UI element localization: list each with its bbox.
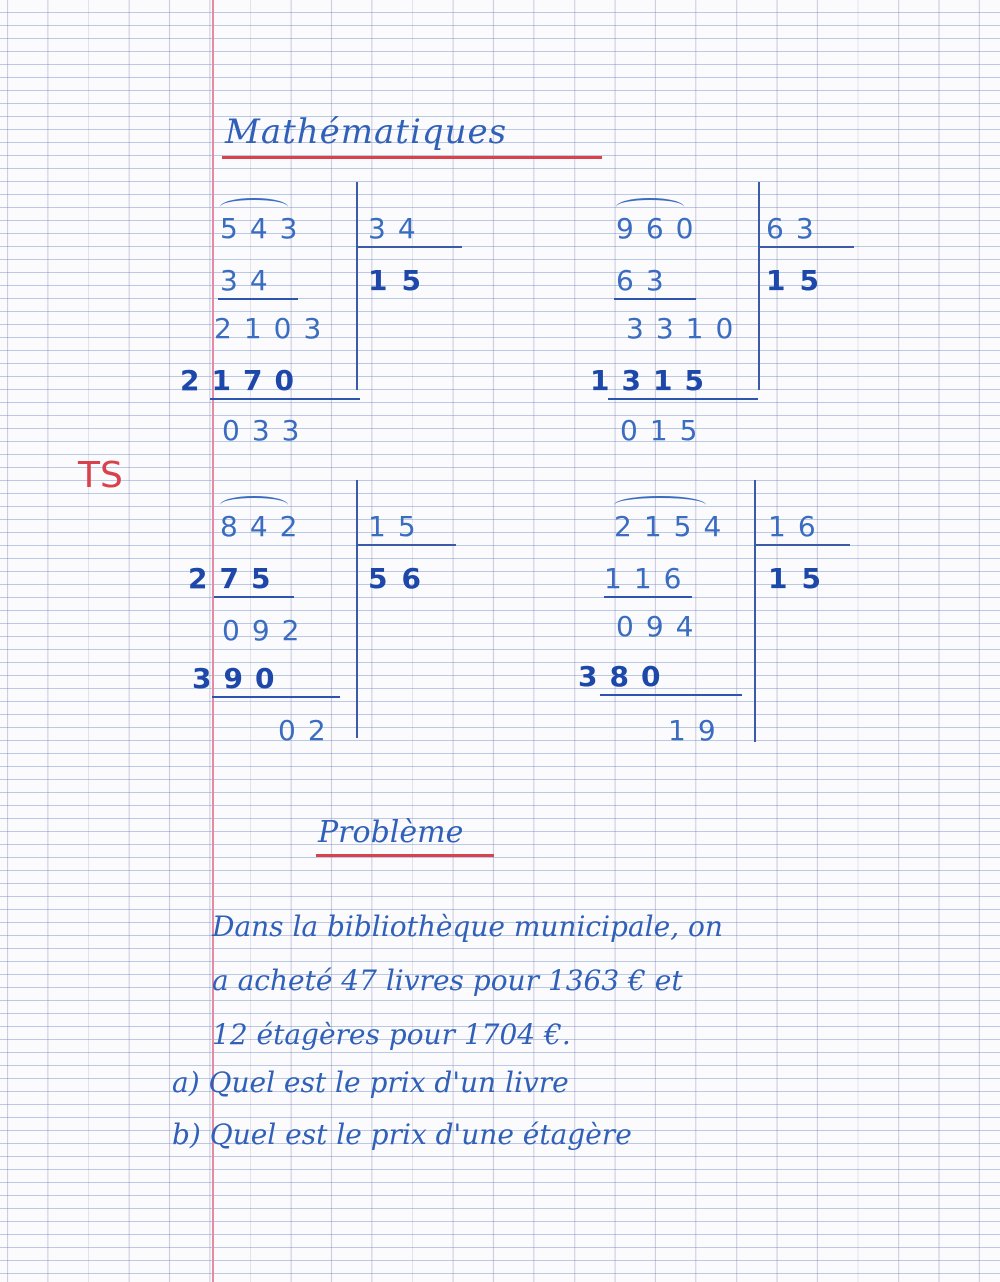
division-step: 63 (616, 264, 676, 297)
quotient: 15 (766, 264, 833, 297)
divisor: 34 (368, 212, 428, 245)
quotient: 15 (768, 562, 835, 595)
problem-statement (212, 900, 992, 1062)
problem-title-underline (316, 854, 494, 857)
division-step: 02 (278, 714, 338, 747)
division-step: 19 (668, 714, 728, 747)
division-step: 1315 (590, 364, 716, 397)
division-step: 2103 (214, 312, 334, 345)
quotient: 15 (368, 264, 435, 297)
divisor: 63 (766, 212, 826, 245)
division-step: 34 (220, 264, 280, 297)
subtraction-line (608, 398, 758, 400)
dividend: 842 (220, 510, 310, 543)
subtraction-line (212, 696, 340, 698)
problem-line: a acheté 47 livres pour 1363 € et (212, 964, 683, 997)
division-step: 015 (620, 414, 710, 447)
division-step: 390 (192, 662, 287, 695)
division-vertical-bar (356, 182, 358, 390)
subtraction-line (210, 398, 360, 400)
subtraction-line (614, 298, 696, 300)
subtraction-line (604, 596, 692, 598)
subtraction-line (218, 298, 298, 300)
divisor: 16 (768, 510, 828, 543)
division-step: 275 (188, 562, 283, 595)
question-a: a) Quel est le prix d'un livre (172, 1066, 569, 1099)
problem-line: Dans la bibliothèque municipale, on (212, 910, 723, 943)
question-b: b) Quel est le prix d'une étagère (172, 1118, 632, 1151)
division-step: 092 (222, 614, 312, 647)
division-vertical-bar (758, 182, 760, 390)
margin-note: TS (78, 455, 123, 496)
dividend: 960 (616, 212, 706, 245)
division-horizontal-bar (356, 246, 462, 248)
problem-title: Problème (318, 815, 464, 850)
problem-line: 12 étagères pour 1704 €. (212, 1018, 571, 1051)
division-vertical-bar (356, 480, 358, 738)
division-horizontal-bar (758, 246, 854, 248)
subtraction-line (214, 596, 294, 598)
divisor: 15 (368, 510, 428, 543)
division-step: 033 (222, 414, 312, 447)
page-title: Mathématiques (225, 112, 508, 152)
quotient: 56 (368, 562, 435, 595)
division-step: 094 (616, 610, 706, 643)
dividend: 543 (220, 212, 310, 245)
division-step: 2170 (180, 364, 306, 397)
division-vertical-bar (754, 480, 756, 742)
division-horizontal-bar (356, 544, 456, 546)
division-step: 3310 (626, 312, 746, 345)
title-underline (222, 156, 602, 159)
dividend: 2154 (614, 510, 734, 543)
subtraction-line (600, 694, 742, 696)
division-step: 380 (578, 660, 673, 693)
division-horizontal-bar (754, 544, 850, 546)
division-step: 116 (604, 562, 694, 595)
